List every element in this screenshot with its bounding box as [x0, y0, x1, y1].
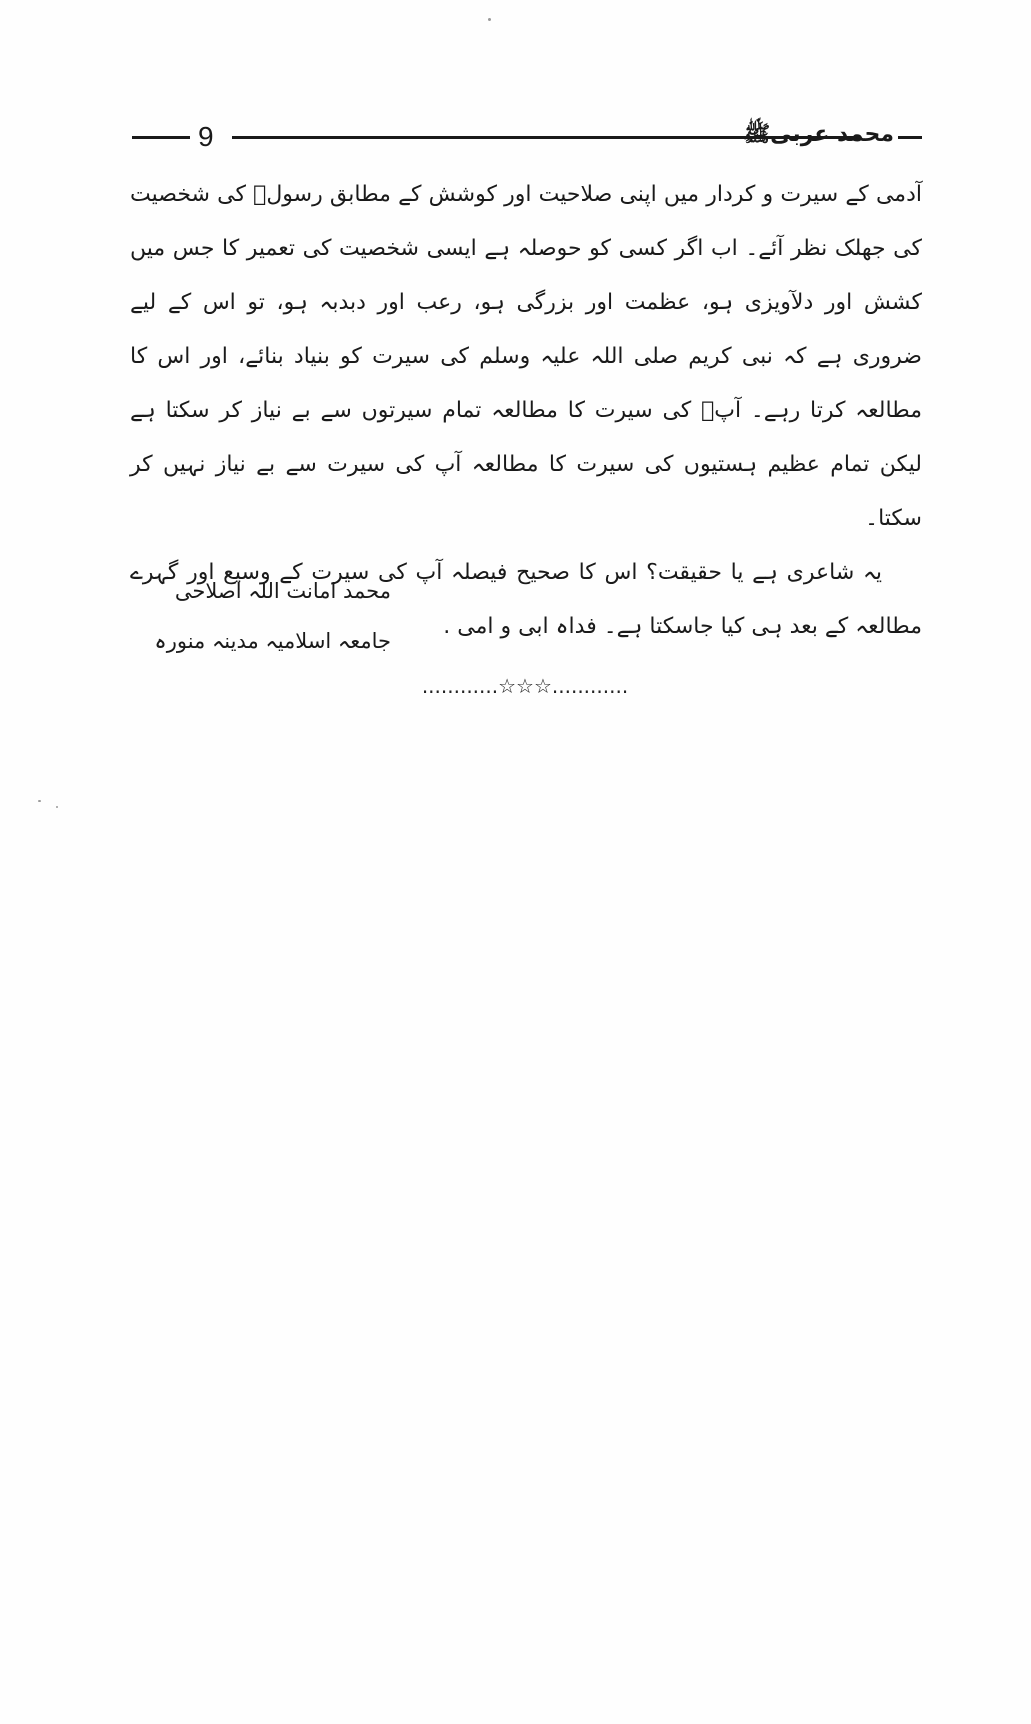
header-rule-right [898, 136, 922, 139]
scan-speck [56, 806, 58, 808]
running-title: محمد عربیﷺ [743, 122, 894, 147]
page-header [132, 122, 922, 152]
header-rule-left [132, 136, 190, 139]
scan-speck [38, 800, 41, 802]
paragraph-1: آدمی کے سیرت و کردار میں اپنی صلاحیت اور کوشش کے مطابق رسولؐ کی شخصیت کی جھلک نظر آئے۔ اب اگر کسی کو حوصلہ ہے ایسی شخصیت کی تعمیر کا جس میں کشش اور دلآویزی ہو، عظمت اور بزرگی ہو، رعب اور دبدبہ ہو، تو اس کے لیے ضروری ہے کہ نبی کریم صلی اللہ علیہ وسلم کی سیرت کو بنیاد بنائے، اور اس کا مطالعہ کرتا رہے۔ آپؐ کی سیرت کا مطالعہ تمام سیرتوں سے بے نیاز کر سکتا ہے لیکن تمام عظیم ہستیوں کی سیرت کا مطالعہ آپ کی سیرت سے بے نیاز نہیں کر سکتا۔ [130, 182, 922, 531]
author-signature: محمد امانت اللہ اصلاحی [174, 579, 391, 603]
end-ornament: ............☆☆☆............ [421, 674, 629, 698]
scan-speck [488, 18, 491, 21]
paragraph-2: یہ شاعری ہے یا حقیقت؟ اس کا صحیح فیصلہ آپ کی سیرت کے وسیع اور گہرے مطالعہ کے بعد ہی کیا جاسکتا ہے۔ فداہ ابی و امی . [130, 560, 922, 639]
page-number: 9 [198, 121, 214, 152]
author-institution: جامعہ اسلامیہ مدینہ منورہ [154, 629, 391, 653]
